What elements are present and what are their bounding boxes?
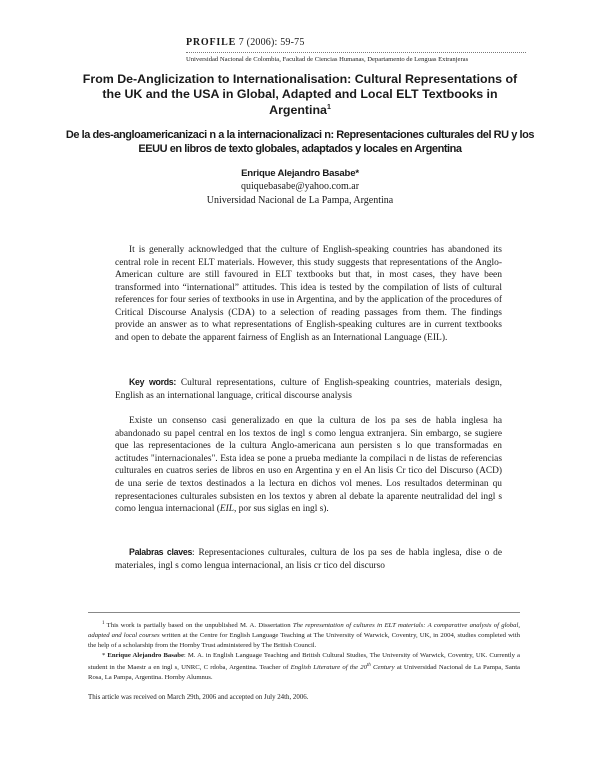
- resumen-text-end: , por sus siglas en ingl s).: [233, 504, 329, 515]
- footnote-author-name: Enrique Alejandro Basabe: [105, 652, 184, 660]
- received-date: This article was received on March 29th, 2006 and accepted on July 24th, 2006.: [88, 694, 309, 702]
- footnote-1-text-end: written at the Centre for English Language Teaching at The University of Warwick, Coventry, UK, in 2004, studies completed with the help of a scholarship from the Hornby Trust administered by The British Council.: [88, 632, 520, 650]
- abstract-spanish: [115, 415, 502, 516]
- claves-text: : Representaciones culturales, cultura de los pa ses de habla inglesa, dise o de materiales, ingl s como lengua internacional, an lisis cr tico del discurso: [115, 548, 502, 571]
- keywords-spanish: [115, 546, 502, 572]
- article-title-spanish: De la des-angloamericanizaci n a la internacionalizaci n: Representaciones culturales del RU y los EEUU en libros de texto globales, adaptados y locales en Argentina: [65, 129, 535, 155]
- keywords-english: [115, 376, 502, 402]
- article-title-english: [80, 72, 520, 118]
- title-footnote-mark: 1: [326, 104, 331, 112]
- journal-name: PROFILE: [186, 37, 237, 48]
- journal-affiliation: Universidad Nacional de Colombia, Facultad de Ciencias Humanas, Departamento de Lenguas Extranjeras: [186, 52, 526, 63]
- resumen-italic: EIL: [219, 504, 234, 515]
- footnote-author-sup: th: [366, 663, 371, 669]
- footnote-1: [88, 619, 520, 651]
- footnote-1-text: This work is partially based on the unpublished M. A. Dissertation: [104, 622, 293, 630]
- claves-label: Palabras claves: [129, 547, 193, 557]
- keywords-label: Key words:: [129, 377, 176, 387]
- footnote-author: [88, 651, 520, 683]
- footnote-1-title: The representation of cultures in ELT materials: A comparative analysis of global, adapted and local courses: [88, 622, 520, 640]
- footnotes: [88, 612, 520, 703]
- title-text: From De-Anglicization to Internationalisation: Cultural Representations of the UK and the USA in Global, Adapted and Local ELT Textbooks in Argentina: [82, 72, 518, 118]
- footnote-author-text-end: at Universidad Nacional de La Pampa, Santa Rosa, La Pampa, Argentina. Hornby Alumnus.: [88, 664, 521, 682]
- footnote-author-course: English Literature of the 20: [290, 664, 367, 672]
- footnote-author-course-end: Century: [370, 664, 395, 672]
- author-email: quiquebasabe@yahoo.com.ar: [240, 181, 360, 192]
- resumen-text: Existe un consenso casi generalizado en que la cultura de los pa ses de habla inglesa ha abandonado su papel central en los textos de ingl s como lengua extranjera. Sin embargo, se sugiere que las representaciones de la cultura Anglo-americana aun persisten s lo que transformadas en actitudes "internacionales". Esta idea se pone a prueba mediante la compilaci n de listas de referencias culturales en cuatros series de libros en uso en Argentina y en el An lisis Cr tico del Discurso (ACD) de una serie de textos destinados a la lectura en dichos vol menes. Los resultados determinan qu representaciones culturales subsisten en los textos y abren al debate la aparente neutralidad del ingl s como lengua internacional (: [115, 416, 502, 515]
- journal-volume-pages: 7 (2006): 59-75: [238, 37, 305, 48]
- footnote-divider: [88, 612, 520, 613]
- abstract-english: It is generally acknowledged that the culture of English-speaking countries has abandoned its central role in recent ELT materials. However, this study suggests that representations of the Anglo-American culture are still favoured in ELT textbooks but that, in most cases, they have been transformed into “international” attitudes. This idea is tested by the compilation of lists of cultural references for four series of textbooks in use in Argentina, and by the application of the procedures of Critical Discourse Analysis (CDA) to a selection of reading passages from them. The findings provide an answer as to what representations of English-speaking cultures are in current textbooks and open to debate the apparent fairness of English as an International Language (EIL).: [115, 245, 502, 343]
- author-university: Universidad Nacional de La Pampa, Argentina: [206, 195, 394, 206]
- footnote-author-mark: *: [102, 652, 106, 660]
- journal-citation: [186, 37, 526, 48]
- keywords-text: Cultural representations, culture of English-speaking countries, materials design, English as an international language, critical discourse analysis: [115, 378, 503, 401]
- footnote-author-text: : M. A. in English Language Teaching and British Cultural Studies, The University of Warwick, Coventry, UK. Currently a student in the Maestr a en ingl s, UNRC, C rdoba, Argentina. Teacher of: [88, 652, 521, 672]
- author-block: [150, 168, 450, 208]
- running-header: [186, 37, 526, 63]
- author-name: Enrique Alejandro Basabe*: [241, 168, 359, 179]
- footnote-1-mark: 1: [102, 621, 105, 626]
